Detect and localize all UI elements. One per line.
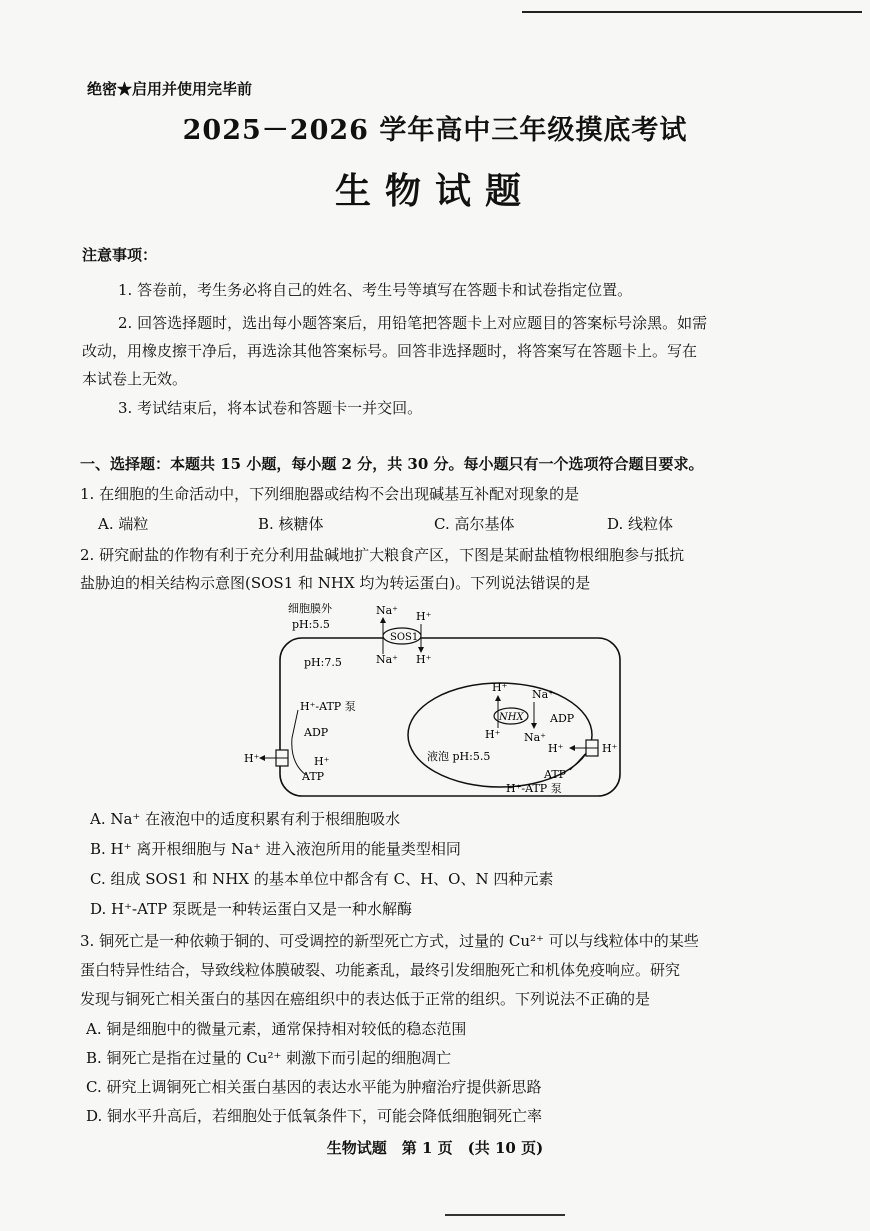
q1-stem: 1. 在细胞的生命活动中，下列细胞器或结构不会出现碱基互补配对现象的是 — [80, 485, 580, 503]
confidential-label: 绝密★启用并使用完毕前 — [87, 80, 253, 98]
q1-option-c: C. 高尔基体 — [434, 515, 515, 533]
page-footer: 生物试题 第 1 页 (共 10 页) — [326, 1139, 544, 1157]
note-line-1: 1. 答卷前，考生务必将自己的姓名、考生号等填写在答题卡和试卷指定位置。 — [118, 281, 633, 299]
q3-option-c: C. 研究上调铜死亡相关蛋白基因的表达水平能为肿瘤治疗提供新思路 — [86, 1078, 542, 1096]
nhx-h-bottom: H⁺ — [485, 728, 501, 741]
nhx-h-top: H⁺ — [492, 681, 508, 694]
q3-option-a: A. 铜是细胞中的微量元素，通常保持相对较低的稳态范围 — [86, 1020, 467, 1038]
note-line-4: 本试卷上无效。 — [82, 370, 188, 388]
vacuole-label: 液泡 pH:5.5 — [427, 750, 491, 763]
q2-stem-line-2: 盐胁迫的相关结构示意图(SOS1 和 NHX 均为转运蛋白)。下列说法错误的是 — [80, 574, 591, 592]
cell-pump-label: H⁺-ATP 泵 — [300, 700, 356, 713]
note-line-2: 2. 回答选择题时，选出每小题答案后，用铅笔把答题卡上对应题目的答案标号涂黑。如需 — [118, 314, 708, 332]
pump-h-out: H⁺ — [244, 752, 260, 765]
vpump-h-out: H⁺ — [602, 742, 618, 755]
note-line-5: 3. 考试结束后，将本试卷和答题卡一并交回。 — [118, 399, 423, 417]
section-heading: 一、选择题：本题共 15 小题，每小题 2 分，共 30 分。每小题只有一个选项符合题目要求。 — [80, 455, 704, 473]
root-cell-diagram — [230, 598, 630, 803]
pump-h-in: H⁺ — [314, 755, 330, 768]
vpump-adp: ADP — [550, 712, 575, 725]
sos1-na-in: Na⁺ — [376, 653, 398, 666]
q3-option-d: D. 铜水平升高后，若细胞处于低氧条件下，可能会降低细胞铜死亡率 — [86, 1107, 543, 1125]
nhx-na-top: Na⁺ — [532, 688, 554, 701]
vpump-atp: ATP — [544, 768, 567, 781]
pump-adp: ADP — [304, 726, 329, 739]
q2-option-a: A. Na⁺ 在液泡中的适度积累有利于根细胞吸水 — [90, 810, 401, 828]
vacuole-pump-label: H⁺-ATP 泵 — [506, 782, 562, 795]
q3-stem-line-3: 发现与铜死亡相关蛋白的基因在癌组织中的表达低于正常的组织。下列说法不正确的是 — [80, 990, 651, 1008]
top-rule — [522, 11, 862, 13]
bottom-rule — [445, 1214, 565, 1216]
notes-heading: 注意事项： — [82, 246, 158, 264]
q1-option-b: B. 核糖体 — [258, 515, 324, 533]
sos1-label: SOS1 — [390, 632, 419, 643]
vpump-h-in: H⁺ — [548, 742, 564, 755]
outside-label: 细胞膜外 — [288, 602, 332, 615]
sos1-h-in: H⁺ — [416, 653, 432, 666]
sos1-h-out: H⁺ — [416, 610, 432, 623]
pump-atp: ATP — [302, 770, 325, 783]
q3-stem-line-1: 3. 铜死亡是一种依赖于铜的、可受调控的新型死亡方式，过量的 Cu²⁺ 可以与线粒体中的某些 — [80, 932, 699, 950]
nhx-label: NHX — [499, 712, 524, 723]
q2-option-d: D. H⁺-ATP 泵既是一种转运蛋白又是一种水解酶 — [90, 900, 412, 918]
q2-option-c: C. 组成 SOS1 和 NHX 的基本单位中都含有 C、H、O、N 四种元素 — [90, 870, 554, 888]
cytosol-ph: pH:7.5 — [304, 656, 342, 669]
exam-title: 2025－2026 学年高中三年级摸底考试 — [182, 115, 688, 146]
q3-stem-line-2: 蛋白特异性结合，导致线粒体膜破裂、功能紊乱，最终引发细胞死亡和机体免疫响应。研究 — [80, 961, 681, 979]
nhx-na-bottom: Na⁺ — [524, 731, 546, 744]
q3-option-b: B. 铜死亡是指在过量的 Cu²⁺ 刺激下而引起的细胞凋亡 — [86, 1049, 452, 1067]
vpump-atp-curve — [570, 754, 585, 770]
q1-option-d: D. 线粒体 — [607, 515, 674, 533]
outside-ph: pH:5.5 — [292, 618, 330, 631]
q1-option-a: A. 端粒 — [98, 515, 149, 533]
q2-stem-line-1: 2. 研究耐盐的作物有利于充分利用盐碱地扩大粮食产区，下图是某耐盐植物根细胞参与抵抗 — [80, 546, 685, 564]
pump-atp-curve — [292, 710, 306, 775]
subject-title: 生物试题 — [334, 170, 535, 212]
sos1-na-out: Na⁺ — [376, 604, 398, 617]
note-line-3: 改动，用橡皮擦干净后，再选涂其他答案标号。回答非选择题时，将答案写在答题卡上。写在 — [82, 342, 698, 360]
q2-option-b: B. H⁺ 离开根细胞与 Na⁺ 进入液泡所用的能量类型相同 — [90, 840, 461, 858]
